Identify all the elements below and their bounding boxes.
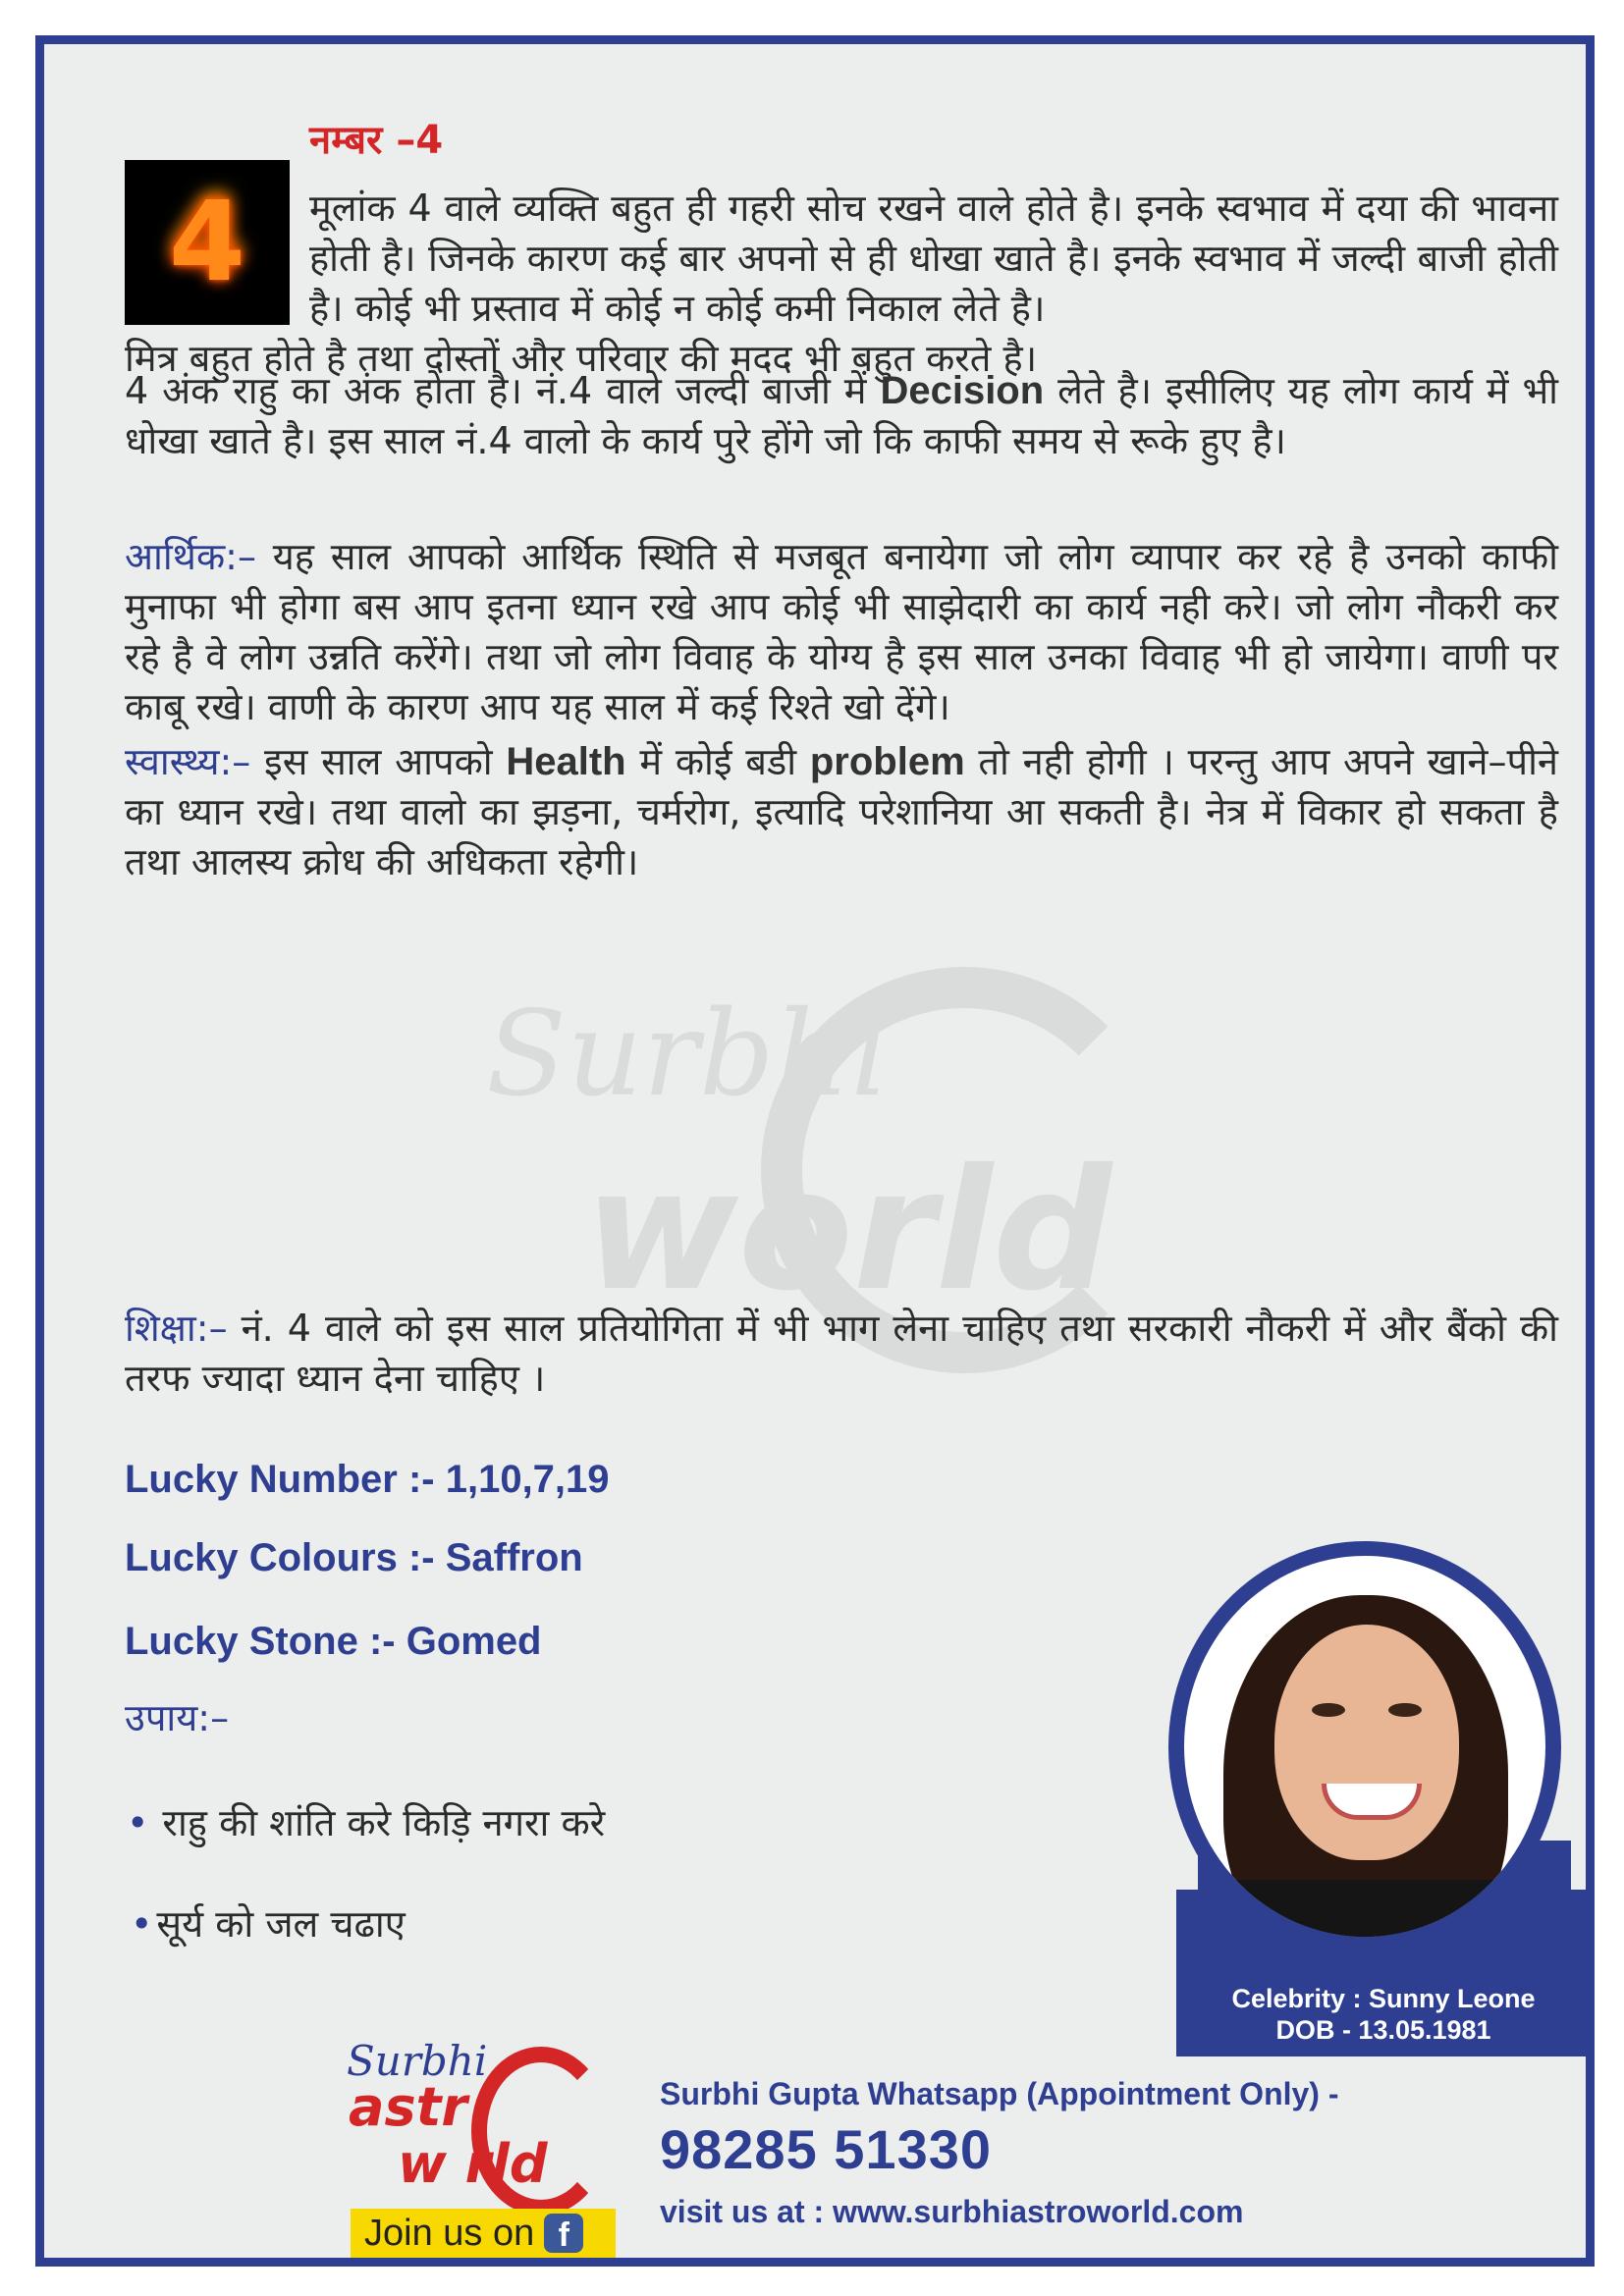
rahu-text-2: लेते है। इसीलिए यह लोग कार्य में भी धोखा खाते है। इस साल नं.4 वालो के कार्य पुरे होंगे जो कि काफी समय से रूके हुए है। xyxy=(125,369,1558,462)
brand-logo[interactable] xyxy=(339,2037,633,2263)
health-paragraph xyxy=(125,737,1558,887)
education-label: शिक्षा:– xyxy=(125,1307,228,1350)
lucky-stone: Lucky Stone :- Gomed xyxy=(125,1620,542,1663)
page-frame xyxy=(35,35,1595,2267)
health-label: स्वास्थ्य:– xyxy=(125,740,251,783)
logo-script: Surbhi xyxy=(347,2037,488,2085)
celebrity-card xyxy=(1159,1536,1591,2056)
number-four-glyph: 4 xyxy=(169,179,245,306)
page-title: नम्बर –4 xyxy=(309,118,444,163)
website-link[interactable]: visit us at : www.surbhiastroworld.com xyxy=(660,2194,1244,2229)
celebrity-dob: DOB - 13.05.1981 xyxy=(1275,2015,1491,2045)
celebrity-photo xyxy=(1184,1556,1545,1937)
education-text: नं. 4 वाले को इस साल प्रतियोगिता में भी भाग लेना चाहिए तथा सरकारी नौकरी में और बैंको की तरफ ज्यादा ध्यान देना चाहिए । xyxy=(125,1307,1558,1400)
finance-label: आर्थिक:– xyxy=(125,535,256,578)
intro-text: मूलांक 4 वाले व्यक्ति बहुत ही गहरी सोच रखने वाले होते है। इनके स्वभाव में दया की भावना होती है। जिनके कारण कई बार अपनो से ही धोखा खाते है। इनके स्वभाव में जल्दी बाजी होती है। कोई भी प्रस्ताव में कोई न कोई कमी निकाल लेते है। xyxy=(309,187,1558,330)
logo-word-2: w rld xyxy=(398,2133,548,2195)
finance-paragraph xyxy=(125,532,1558,732)
intro-paragraph xyxy=(125,184,1558,384)
watermark-logo: Surbhi world xyxy=(466,967,1213,1379)
remedy-item-text: राहु की शांति करे किड़ि नगरा करे xyxy=(162,1801,606,1844)
whatsapp-label: Surbhi Gupta Whatsapp (Appointment Only) - xyxy=(660,2076,1339,2111)
facebook-icon: f xyxy=(544,2214,583,2253)
health-text-2: में कोई बडी xyxy=(625,740,810,783)
rahu-paragraph xyxy=(125,366,1558,466)
lucky-number: Lucky Number :- 1,10,7,19 xyxy=(125,1458,610,1501)
problem-word: problem xyxy=(809,740,965,783)
health-text-1: इस साल आपको xyxy=(250,740,507,783)
logo-word-1: astr xyxy=(349,2076,468,2138)
join-label: Join us on xyxy=(364,2212,535,2254)
celebrity-caption xyxy=(1176,1983,1591,2046)
decision-word: Decision xyxy=(880,369,1045,412)
health-word: Health xyxy=(506,740,626,783)
remedy-item-text: सूर्य को जल चढाए xyxy=(156,1902,406,1946)
intro-text-last-line: मित्र बहुत होते है तथा दोस्तों और परिवार की मदद भी बहुत करते है। xyxy=(125,337,1038,380)
health-text-3: तो नही होगी । परन्तु आप अपने खाने–पीने का ध्यान रखे। तथा वालो का झड़ना, चर्मरोग, इत्यादि परेशानिया आ सकती है। नेत्र में विकार हो सकता है तथा आलस्य क्रोध की अधिकता रहेगी। xyxy=(125,740,1558,883)
rahu-text-1: 4 अंक राहु का अंक होता है। नं.4 वाले जल्दी बाजी में xyxy=(125,369,881,412)
celebrity-name: Celebrity : Sunny Leone xyxy=(1231,1984,1536,2013)
lucky-colours: Lucky Colours :- Saffron xyxy=(125,1536,583,1579)
remedy-label: उपाय:– xyxy=(125,1696,230,1739)
remedy-item: • राहु की शांति करे किड़ि नगरा करे xyxy=(127,1801,606,1844)
finance-text: यह साल आपको आर्थिक स्थिति से मजबूत बनायेगा जो लोग व्यापार कर रहे है उनको काफी मुनाफा भी होगा बस आप इतना ध्यान रखे आप कोई भी साझेदारी का कार्य नही करे। जो लोग नौकरी कर रहे है वे लोग उन्नति करेंगे। तथा जो लोग विवाह के योग्य है इस साल उनका विवाह भी हो जायेगा। वाणी पर काबू रखे। वाणी के कारण आप यह साल में कई रिश्ते खो देंगे। xyxy=(125,535,1558,728)
phone-number[interactable]: 98285 51330 xyxy=(660,2118,993,2180)
remedy-item: • सूर्य को जल चढाए xyxy=(131,1902,406,1946)
education-paragraph xyxy=(125,1304,1558,1404)
join-facebook-button[interactable] xyxy=(351,2209,616,2258)
